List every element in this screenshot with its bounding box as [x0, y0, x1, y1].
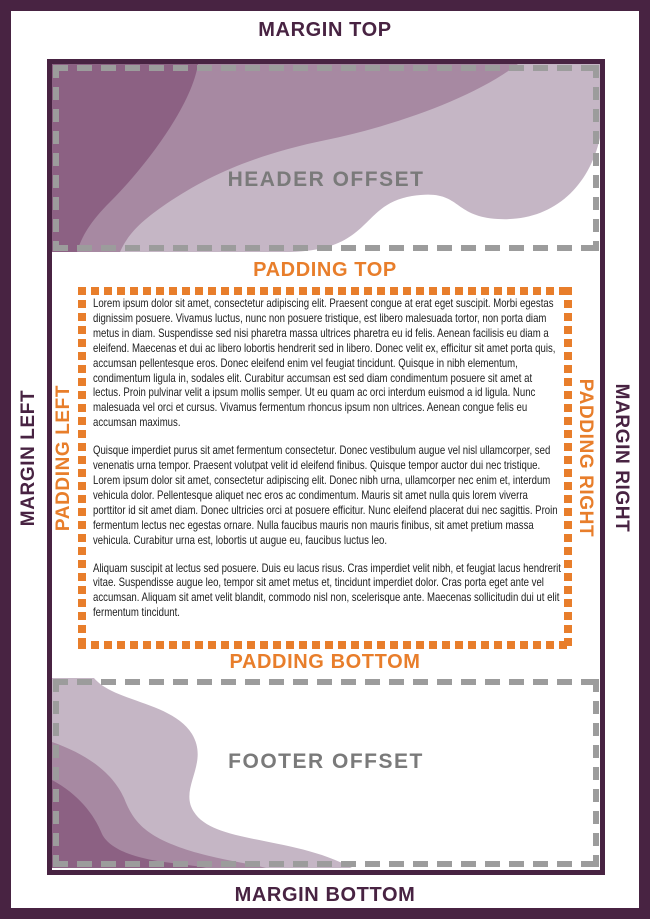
margin-left-label: MARGIN LEFT	[18, 389, 39, 527]
margin-right-label: MARGIN RIGHT	[611, 383, 632, 533]
padding-right-label: PADDING RIGHT	[575, 378, 596, 538]
margin-bottom-label: MARGIN BOTTOM	[234, 884, 416, 906]
footer-dashed-border-bottom	[53, 861, 599, 867]
padding-dashed-border-left	[78, 287, 86, 649]
padding-dashed-border-right	[564, 287, 572, 649]
header-dashed-border-left	[53, 65, 59, 251]
padding-box	[78, 287, 572, 649]
header-wave-graphic	[52, 64, 600, 252]
body-text-inner	[93, 296, 561, 620]
header-dashed-border-right	[593, 65, 599, 251]
body-paragraph: Quisque imperdiet purus sit amet fermentum consectetur. Donec vestibulum augue vel nisl ullamcorper, sed venenatis urna tempor. Praesent volutpat velit id eleifend finibus. Quisque tempor auctor dui nec tristique. Lorem ipsum dolor sit amet, consectetur adipiscing elit. Donec nibh urna, ullamcorper nec enim et, interdum vehicula dolor. Pellentesque aliquet nec eros ac condimentum. Mauris sit amet nulla quis lorem viverra porttitor id sit amet diam. Donec ultricies orci at posuere efficitur. Nunc eleifend placerat dui nec sagittis. Proin fermentum lectus nec egestas ornare. Nulla faucibus mauris non mauris finibus, sit amet pretium massa vehicula. Curabitur urna est, lobortis ut augue eu, faucibus luctus leo.	[93, 443, 558, 547]
padding-dashed-border-top	[78, 287, 572, 295]
body-paragraph: Lorem ipsum dolor sit amet, consectetur adipiscing elit. Praesent congue at erat eget suscipit. Morbi egestas dignissim posuere. Vivamus luctus, nunc non posuere tristique, est libero malesuada tortor, non porta diam metus in diam. Suspendisse sed nisi pharetra massa ultrices pharetra eu id felis. Aenean facilisis eu diam a eleifend. Maecenas et dui ac libero lobortis hendrerit sed in libero. Donec velit ex, efficitur sit amet porta quis, accumsan pellentesque eros. Donec eleifend enim vel feugiat tincidunt. Quisque in nibh elementum, condimentum ligula in, sodales elit. Curabitur accumsan est sed diam condimentum posuere sit amet at lectus. Proin pulvinar velit a ipsum mollis semper. Ut eu quam ac orci interdum euismod a id ligula. Nunc malesuada vel orci et cursus. Vivamus fermentum rhoncus ipsum non ultrices. Aenean congue felis eu accumsan maximus.	[93, 296, 556, 430]
header-dashed-border-top	[53, 65, 599, 71]
header-dashed-border-bottom	[53, 245, 599, 251]
margin-top-label: MARGIN TOP	[258, 19, 392, 41]
footer-dashed-border-top	[53, 679, 599, 685]
padding-left-label: PADDING LEFT	[53, 384, 74, 532]
padding-bottom-label: PADDING BOTTOM	[229, 651, 421, 673]
header-offset-zone	[52, 64, 600, 252]
body-paragraph: Aliquam suscipit at lectus sed posuere. Duis eu lacus risus. Cras imperdiet velit nibh, et feugiat lacus hendrerit vitae. Suspendisse augue leo, tempor sit amet metus et, tincidunt imperdiet dolor. Cras porta eget ante vel accumsan. Aliquam sit amet velit blandit, commodo nisl non, scelerisque ante. Maecenas sollicitudin dui ut elit fermentum tincidunt.	[93, 560, 561, 620]
footer-offset-label: FOOTER OFFSET	[228, 750, 424, 773]
header-offset-label: HEADER OFFSET	[227, 168, 425, 191]
body-text	[93, 296, 562, 640]
padding-top-label: PADDING TOP	[253, 259, 397, 281]
footer-offset-zone	[52, 678, 600, 868]
padding-dashed-border-bottom	[78, 641, 572, 649]
